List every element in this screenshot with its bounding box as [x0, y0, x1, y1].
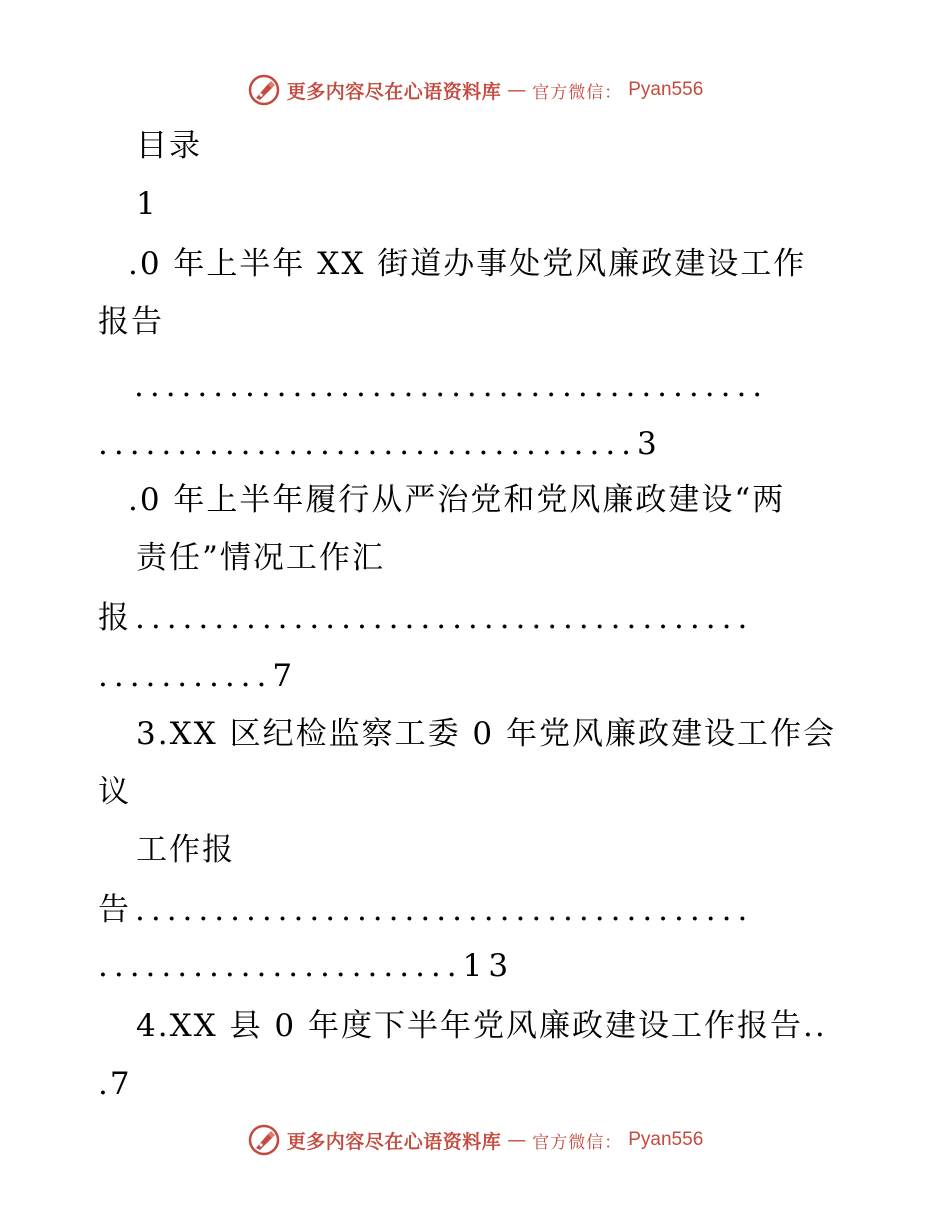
watermark-dash: —	[507, 1129, 527, 1151]
watermark-dash: —	[507, 79, 527, 101]
toc-heading: 目录	[136, 128, 202, 164]
toc-entry-2-page: ...........7	[98, 658, 299, 694]
toc-line: 1	[136, 186, 158, 222]
toc-entry-3-title-cont: 议	[98, 774, 131, 810]
toc-entry-1-title-cont: 报告	[98, 304, 164, 340]
toc-entry-3-leader: 告.......................................	[98, 892, 754, 928]
toc-entry-3-title: 3.XX 区纪检监察工委 0 年党风廉政建设工作会	[136, 716, 836, 752]
toc-entry-3-page: .......................13	[98, 948, 515, 984]
watermark-text: 更多内容尽在心语资料库	[286, 1130, 502, 1153]
pen-nib-logo-icon	[247, 73, 281, 107]
toc-entry-2-leader: 报.......................................	[98, 600, 754, 636]
watermark-wechat-id: Pyan556	[628, 1129, 704, 1150]
toc-entry-1-title: .0 年上半年 XX 街道办事处党风廉政建设工作	[128, 246, 807, 282]
watermark-wechat-label: 官方微信：	[532, 82, 623, 103]
toc-entry-2-title: .0 年上半年履行从严治党和党风廉政建设“两	[128, 482, 786, 518]
toc-entry-4-title: 4.XX 县 0 年度下半年党风廉政建设工作报告..	[136, 1008, 827, 1044]
watermark-banner-bottom	[0, 1120, 950, 1160]
toc-entry-1-leader: ........................................	[134, 368, 769, 404]
toc-entry-4-page: .7	[98, 1066, 132, 1102]
watermark-wechat-label: 官方微信：	[532, 1132, 623, 1153]
toc-entry-1-page: ..................................3	[98, 426, 663, 462]
watermark-wechat-id: Pyan556	[628, 79, 704, 100]
watermark-banner-top	[0, 70, 950, 110]
pen-nib-logo-icon	[247, 1123, 281, 1157]
toc-entry-2-title-cont: 责任”情况工作汇	[136, 540, 385, 576]
watermark-text: 更多内容尽在心语资料库	[286, 80, 502, 103]
toc-entry-3-title-cont2: 工作报	[136, 832, 235, 868]
